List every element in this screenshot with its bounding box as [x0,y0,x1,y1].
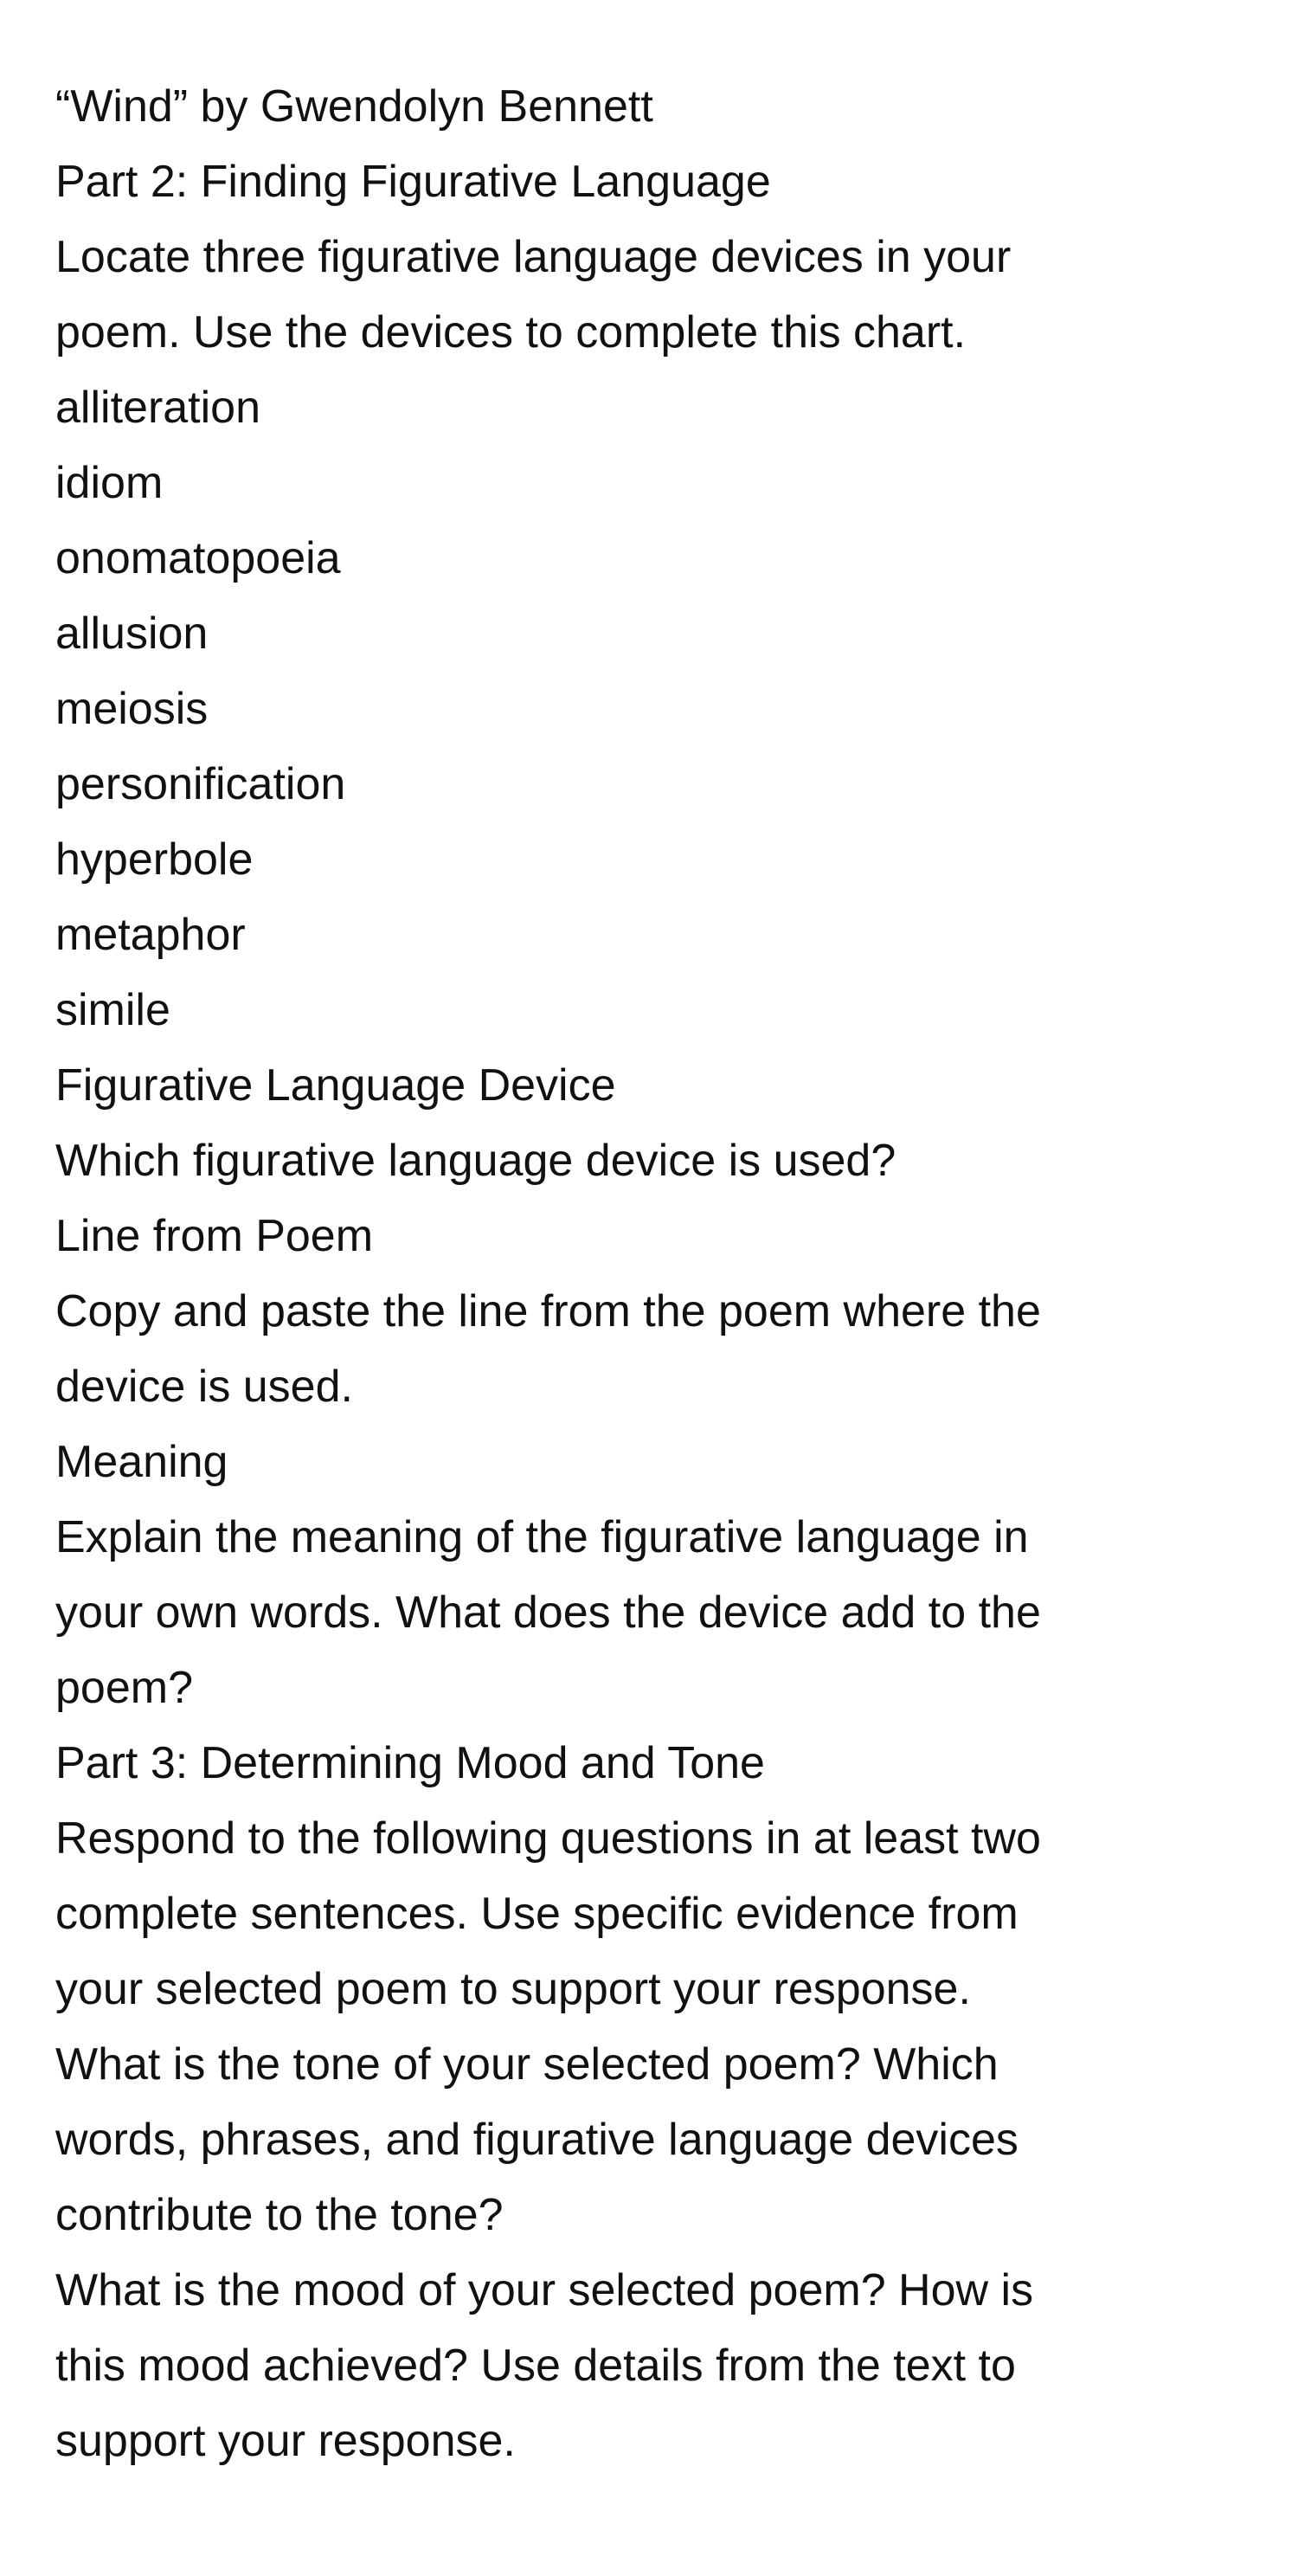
chart-column-prompt: device is used. [55,1362,353,1412]
chart-column-prompt: Which figurative language device is used? [55,1136,896,1186]
part3-heading: Part 3: Determining Mood and Tone [55,1738,765,1788]
chart-column-header: Figurative Language Device [55,1060,616,1111]
document-title: “Wind” by Gwendolyn Bennett [55,81,653,132]
question-mood: this mood achieved? Use details from the text to [55,2341,1016,2391]
device-list-item: allusion [55,609,209,659]
part2-instructions: poem. Use the devices to complete this chart. [55,307,967,357]
question-tone: What is the tone of your selected poem? Which [55,2039,999,2090]
part2-heading: Part 2: Finding Figurative Language [55,157,771,207]
part3-instructions: Respond to the following questions in at least two [55,1813,1041,1864]
question-mood: support your response. [55,2416,516,2466]
device-list-item: personification [55,759,346,809]
question-tone: contribute to the tone? [55,2190,504,2240]
device-list-item: alliteration [55,383,261,433]
chart-column-prompt: Copy and paste the line from the poem where the [55,1286,1041,1336]
chart-column-prompt: poem? [55,1663,193,1713]
chart-column-header: Line from Poem [55,1211,374,1261]
device-list-item: metaphor [55,910,246,960]
part3-instructions: complete sentences. Use specific evidence from [55,1889,1018,1939]
chart-column-prompt: Explain the meaning of the figurative language in [55,1512,1029,1562]
part2-instructions: Locate three figurative language devices in your [55,232,1012,282]
device-list-item: meiosis [55,684,209,734]
device-list-item: simile [55,985,170,1035]
chart-column-header: Meaning [55,1437,228,1487]
device-list-item: hyperbole [55,834,254,885]
device-list-item: onomatopoeia [55,533,341,583]
chart-column-prompt: your own words. What does the device add to the [55,1587,1041,1638]
question-mood: What is the mood of your selected poem? How is [55,2265,1034,2315]
question-tone: words, phrases, and figurative language devices [55,2115,1018,2165]
device-list-item: idiom [55,458,164,508]
part3-instructions: your selected poem to support your response. [55,1964,971,2014]
